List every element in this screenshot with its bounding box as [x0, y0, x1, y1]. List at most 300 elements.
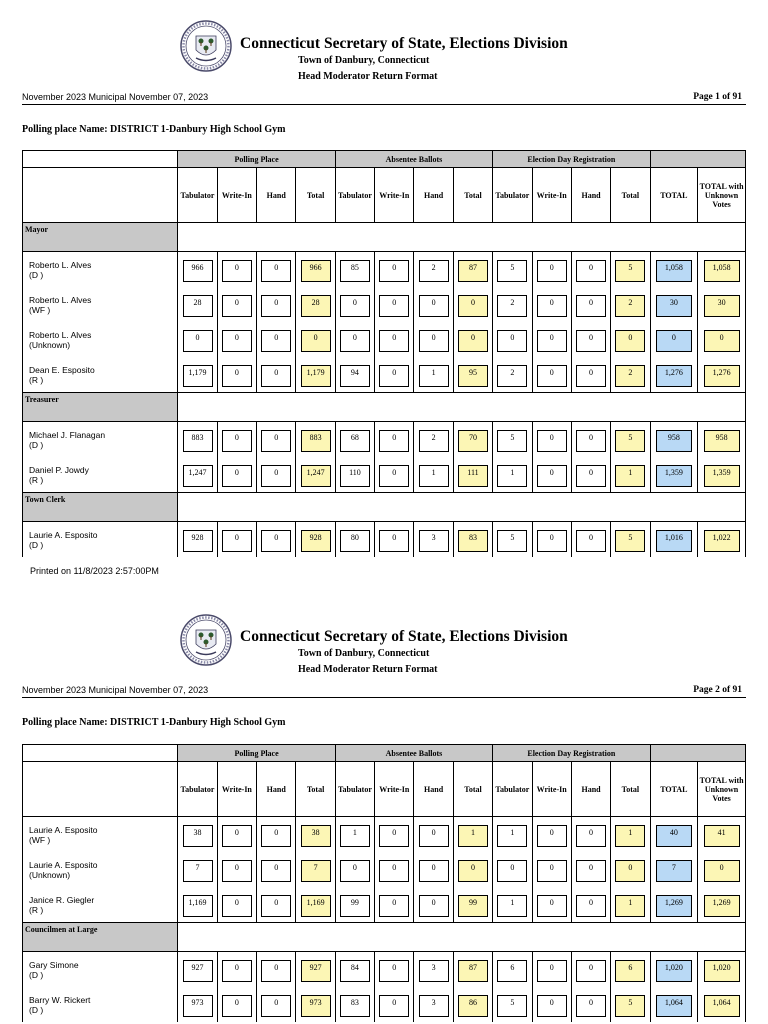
vote-cell [257, 287, 296, 322]
vote-cell [698, 422, 746, 458]
vote-count: 0 [261, 465, 291, 487]
vote-count: 1,169 [183, 895, 213, 917]
vote-cell [571, 252, 610, 288]
vote-cell [178, 887, 217, 923]
vote-count: 958 [704, 430, 740, 452]
vote-cell [414, 457, 453, 493]
vote-cell [571, 952, 610, 988]
vote-cell [178, 252, 217, 288]
vote-cell [414, 952, 453, 988]
vote-cell [532, 252, 571, 288]
vote-count: 1,058 [704, 260, 740, 282]
vote-count: 0 [537, 260, 567, 282]
vote-cell [414, 852, 453, 887]
vote-cell [493, 422, 532, 458]
vote-cell [414, 422, 453, 458]
vote-cell [453, 817, 492, 853]
vote-cell [414, 322, 453, 357]
vote-cell [257, 357, 296, 393]
candidate-party: (WF ) [29, 304, 51, 315]
results-table [22, 150, 746, 557]
candidate-row [23, 952, 746, 988]
vote-cell [611, 817, 650, 853]
group-header: Polling Place [178, 745, 335, 762]
vote-cell [611, 987, 650, 1022]
candidate-label: Laurie A. Esposito [29, 824, 98, 835]
candidate-row [23, 887, 746, 923]
vote-cell [414, 817, 453, 853]
vote-count: 0 [537, 860, 567, 882]
vote-count: 1,064 [704, 995, 740, 1017]
vote-cell [335, 457, 374, 493]
office-row-blank [178, 923, 746, 952]
candidate-name [23, 852, 178, 887]
column-header: Write-In [217, 762, 256, 817]
office-row [23, 923, 746, 952]
report-title: Connecticut Secretary of State, Elections Division [240, 628, 568, 645]
group-header-row [23, 151, 746, 168]
column-header: Tabulator [493, 168, 532, 223]
vote-count: 30 [704, 295, 740, 317]
candidate-name [23, 952, 178, 988]
vote-cell [296, 322, 335, 357]
vote-count: 1,020 [704, 960, 740, 982]
election-name: November 2023 Municipal November 07, 2023 [22, 92, 209, 102]
vote-cell [650, 422, 698, 458]
candidate-party: (WF ) [29, 834, 51, 845]
vote-cell [532, 817, 571, 853]
column-header: Hand [257, 762, 296, 817]
vote-count: 1 [497, 825, 527, 847]
vote-count: 0 [576, 825, 606, 847]
candidate-row [23, 322, 746, 357]
vote-cell [257, 522, 296, 558]
vote-cell [296, 987, 335, 1022]
vote-cell [453, 322, 492, 357]
header-rule [22, 104, 746, 105]
vote-count: 0 [379, 530, 409, 552]
vote-count: 99 [340, 895, 370, 917]
candidate-label: Roberto L. Alves [29, 294, 92, 305]
vote-cell [453, 987, 492, 1022]
vote-count: 7 [301, 860, 331, 882]
vote-cell [650, 952, 698, 988]
vote-count: 68 [340, 430, 370, 452]
vote-count: 38 [183, 825, 213, 847]
vote-count: 1,020 [656, 960, 692, 982]
vote-cell [217, 817, 256, 853]
report-title: Connecticut Secretary of State, Elections Division [240, 35, 568, 52]
vote-cell [493, 887, 532, 923]
vote-count: 928 [183, 530, 213, 552]
vote-cell [178, 522, 217, 558]
vote-count: 111 [458, 465, 488, 487]
vote-cell [650, 252, 698, 288]
vote-cell [650, 522, 698, 558]
vote-cell [217, 422, 256, 458]
vote-count: 5 [497, 995, 527, 1017]
vote-cell [453, 357, 492, 393]
vote-count: 927 [183, 960, 213, 982]
vote-cell [217, 952, 256, 988]
vote-cell [335, 987, 374, 1022]
column-header: Tabulator [178, 168, 217, 223]
column-header: Write-In [532, 168, 571, 223]
vote-count: 0 [340, 860, 370, 882]
vote-count: 0 [704, 330, 740, 352]
vote-cell [296, 522, 335, 558]
vote-count: 0 [576, 895, 606, 917]
column-header: Total [296, 168, 335, 223]
page-number: Page 1 of 91 [693, 92, 742, 102]
column-header: Hand [257, 168, 296, 223]
vote-cell [296, 817, 335, 853]
vote-count: 1,247 [301, 465, 331, 487]
vote-count: 3 [419, 995, 449, 1017]
vote-cell [375, 422, 414, 458]
vote-cell [257, 252, 296, 288]
vote-count: 0 [458, 295, 488, 317]
vote-count: 966 [301, 260, 331, 282]
vote-cell [532, 852, 571, 887]
corner-cell [23, 151, 178, 168]
vote-count: 2 [615, 365, 645, 387]
vote-cell [532, 357, 571, 393]
results-table [22, 744, 746, 1022]
vote-count: 0 [419, 295, 449, 317]
vote-count: 94 [340, 365, 370, 387]
vote-count: 0 [379, 465, 409, 487]
vote-cell [335, 322, 374, 357]
candidate-name [23, 987, 178, 1022]
vote-cell [178, 817, 217, 853]
vote-count: 0 [261, 530, 291, 552]
vote-count: 0 [537, 465, 567, 487]
office-name: Town Clerk [23, 493, 178, 522]
vote-cell [571, 357, 610, 393]
vote-cell [375, 457, 414, 493]
vote-cell [414, 987, 453, 1022]
vote-count: 0 [458, 330, 488, 352]
vote-count: 0 [576, 960, 606, 982]
vote-count: 0 [419, 895, 449, 917]
vote-cell [335, 952, 374, 988]
column-header-row [23, 168, 746, 223]
vote-count: 0 [222, 825, 252, 847]
vote-count: 1 [615, 895, 645, 917]
vote-count: 1,359 [656, 465, 692, 487]
vote-count: 0 [379, 430, 409, 452]
vote-cell [650, 287, 698, 322]
vote-count: 2 [419, 260, 449, 282]
candidate-label: Michael J. Flanagan [29, 429, 106, 440]
vote-cell [296, 357, 335, 393]
vote-count: 3 [419, 960, 449, 982]
vote-cell [217, 357, 256, 393]
vote-count: 1 [615, 465, 645, 487]
vote-count: 0 [419, 825, 449, 847]
vote-count: 2 [419, 430, 449, 452]
vote-cell [532, 287, 571, 322]
vote-count: 883 [301, 430, 331, 452]
vote-cell [650, 817, 698, 853]
vote-count: 0 [379, 330, 409, 352]
vote-count: 0 [379, 260, 409, 282]
vote-cell [375, 987, 414, 1022]
vote-cell [571, 457, 610, 493]
candidate-label: Roberto L. Alves [29, 259, 92, 270]
vote-cell [493, 287, 532, 322]
vote-count: 0 [419, 860, 449, 882]
vote-count: 0 [222, 860, 252, 882]
vote-cell [532, 952, 571, 988]
office-row-blank [178, 393, 746, 422]
vote-count: 6 [615, 960, 645, 982]
candidate-row [23, 987, 746, 1022]
vote-cell [698, 817, 746, 853]
vote-cell [698, 322, 746, 357]
column-header: Total [296, 762, 335, 817]
vote-count: 0 [704, 860, 740, 882]
vote-count: 0 [458, 860, 488, 882]
report-format: Head Moderator Return Format [298, 71, 438, 82]
vote-cell [257, 457, 296, 493]
vote-count: 927 [301, 960, 331, 982]
vote-cell [611, 522, 650, 558]
vote-count: 5 [615, 995, 645, 1017]
vote-count: 0 [340, 295, 370, 317]
candidate-name [23, 322, 178, 357]
column-header: Write-In [532, 762, 571, 817]
candidate-party: (R ) [29, 904, 44, 915]
vote-cell [217, 322, 256, 357]
vote-cell [532, 322, 571, 357]
vote-cell [178, 987, 217, 1022]
vote-count: 41 [704, 825, 740, 847]
vote-cell [335, 252, 374, 288]
vote-cell [453, 887, 492, 923]
vote-count: 0 [379, 960, 409, 982]
vote-count: 0 [261, 430, 291, 452]
vote-count: 0 [222, 260, 252, 282]
candidate-name [23, 457, 178, 493]
vote-count: 0 [497, 860, 527, 882]
vote-count: 0 [261, 365, 291, 387]
column-header-blank [23, 168, 178, 223]
vote-count: 0 [261, 960, 291, 982]
vote-count: 38 [301, 825, 331, 847]
vote-count: 0 [537, 295, 567, 317]
group-header: Absentee Ballots [335, 151, 492, 168]
vote-cell [698, 457, 746, 493]
vote-cell [611, 457, 650, 493]
vote-cell [335, 287, 374, 322]
polling-place-name: Polling place Name: DISTRICT 1-Danbury High School Gym [22, 124, 286, 135]
vote-cell [650, 357, 698, 393]
vote-count: 1 [419, 465, 449, 487]
vote-cell [375, 852, 414, 887]
vote-count: 0 [261, 260, 291, 282]
vote-cell [257, 322, 296, 357]
group-header-blank [650, 151, 745, 168]
vote-count: 0 [379, 365, 409, 387]
vote-cell [217, 252, 256, 288]
vote-cell [611, 287, 650, 322]
candidate-name [23, 887, 178, 923]
vote-cell [414, 522, 453, 558]
vote-cell [611, 252, 650, 288]
vote-count: 1,058 [656, 260, 692, 282]
vote-count: 0 [222, 295, 252, 317]
vote-count: 0 [537, 895, 567, 917]
candidate-label: Roberto L. Alves [29, 329, 92, 340]
vote-count: 87 [458, 260, 488, 282]
vote-cell [257, 887, 296, 923]
vote-count: 5 [497, 260, 527, 282]
vote-cell [571, 887, 610, 923]
vote-cell [217, 287, 256, 322]
vote-cell [217, 987, 256, 1022]
vote-cell [178, 357, 217, 393]
vote-count: 0 [576, 330, 606, 352]
candidate-name [23, 252, 178, 288]
vote-cell [493, 457, 532, 493]
vote-cell [493, 952, 532, 988]
vote-cell [698, 287, 746, 322]
vote-cell [698, 952, 746, 988]
vote-count: 883 [183, 430, 213, 452]
vote-count: 0 [222, 530, 252, 552]
vote-cell [375, 252, 414, 288]
vote-count: 1 [497, 895, 527, 917]
vote-count: 1,179 [183, 365, 213, 387]
vote-count: 0 [537, 995, 567, 1017]
vote-cell [296, 952, 335, 988]
vote-cell [375, 287, 414, 322]
vote-cell [257, 817, 296, 853]
column-header: TOTAL with Unknown Votes [698, 168, 746, 223]
vote-cell [453, 952, 492, 988]
office-row [23, 223, 746, 252]
vote-count: 1,169 [301, 895, 331, 917]
vote-count: 1 [615, 825, 645, 847]
group-header: Absentee Ballots [335, 745, 492, 762]
vote-count: 0 [301, 330, 331, 352]
vote-cell [493, 852, 532, 887]
vote-cell [414, 357, 453, 393]
candidate-label: Laurie A. Esposito [29, 529, 98, 540]
vote-count: 80 [340, 530, 370, 552]
vote-count: 1 [340, 825, 370, 847]
candidate-party: (D ) [29, 269, 44, 280]
vote-count: 0 [576, 530, 606, 552]
vote-cell [296, 287, 335, 322]
vote-cell [493, 357, 532, 393]
vote-cell [178, 422, 217, 458]
vote-count: 0 [576, 465, 606, 487]
vote-cell [611, 852, 650, 887]
candidate-party: (R ) [29, 374, 44, 385]
vote-count: 0 [537, 430, 567, 452]
column-header: Hand [414, 168, 453, 223]
vote-count: 0 [537, 365, 567, 387]
vote-count: 1,022 [704, 530, 740, 552]
vote-cell [532, 422, 571, 458]
vote-count: 0 [222, 430, 252, 452]
candidate-row [23, 852, 746, 887]
vote-count: 0 [615, 860, 645, 882]
vote-count: 84 [340, 960, 370, 982]
vote-count: 0 [379, 860, 409, 882]
candidate-party: (D ) [29, 539, 44, 550]
candidate-name [23, 522, 178, 558]
vote-cell [375, 952, 414, 988]
vote-cell [335, 852, 374, 887]
candidate-row [23, 252, 746, 288]
vote-cell [571, 987, 610, 1022]
vote-count: 0 [537, 960, 567, 982]
vote-count: 1 [497, 465, 527, 487]
column-header: Hand [571, 762, 610, 817]
vote-cell [571, 322, 610, 357]
candidate-party: (R ) [29, 474, 44, 485]
candidate-row [23, 287, 746, 322]
vote-count: 1 [458, 825, 488, 847]
vote-cell [296, 887, 335, 923]
vote-cell [571, 817, 610, 853]
vote-cell [257, 987, 296, 1022]
column-header: Tabulator [493, 762, 532, 817]
vote-cell [571, 287, 610, 322]
candidate-party: (Unknown) [29, 339, 71, 350]
column-header: TOTAL [650, 762, 698, 817]
candidate-label: Janice R. Giegler [29, 894, 95, 905]
vote-cell [257, 422, 296, 458]
column-header-row [23, 762, 746, 817]
vote-cell [493, 322, 532, 357]
vote-count: 1,269 [656, 895, 692, 917]
vote-count: 87 [458, 960, 488, 982]
candidate-party: (D ) [29, 1004, 44, 1015]
column-header: Total [611, 762, 650, 817]
vote-count: 1,064 [656, 995, 692, 1017]
vote-count: 99 [458, 895, 488, 917]
candidate-party: (Unknown) [29, 869, 71, 880]
vote-count: 0 [222, 365, 252, 387]
vote-count: 0 [340, 330, 370, 352]
vote-cell [611, 357, 650, 393]
vote-cell [571, 852, 610, 887]
candidate-name [23, 422, 178, 458]
vote-count: 95 [458, 365, 488, 387]
vote-cell [611, 422, 650, 458]
vote-cell [335, 817, 374, 853]
vote-cell [375, 522, 414, 558]
vote-count: 0 [379, 895, 409, 917]
group-header-row [23, 745, 746, 762]
vote-count: 0 [497, 330, 527, 352]
column-header: Tabulator [335, 762, 374, 817]
group-header-blank [650, 745, 745, 762]
vote-cell [571, 522, 610, 558]
candidate-row [23, 522, 746, 558]
vote-count: 0 [656, 330, 692, 352]
vote-cell [296, 852, 335, 887]
vote-count: 5 [615, 530, 645, 552]
vote-cell [611, 952, 650, 988]
vote-cell [178, 952, 217, 988]
vote-cell [698, 987, 746, 1022]
